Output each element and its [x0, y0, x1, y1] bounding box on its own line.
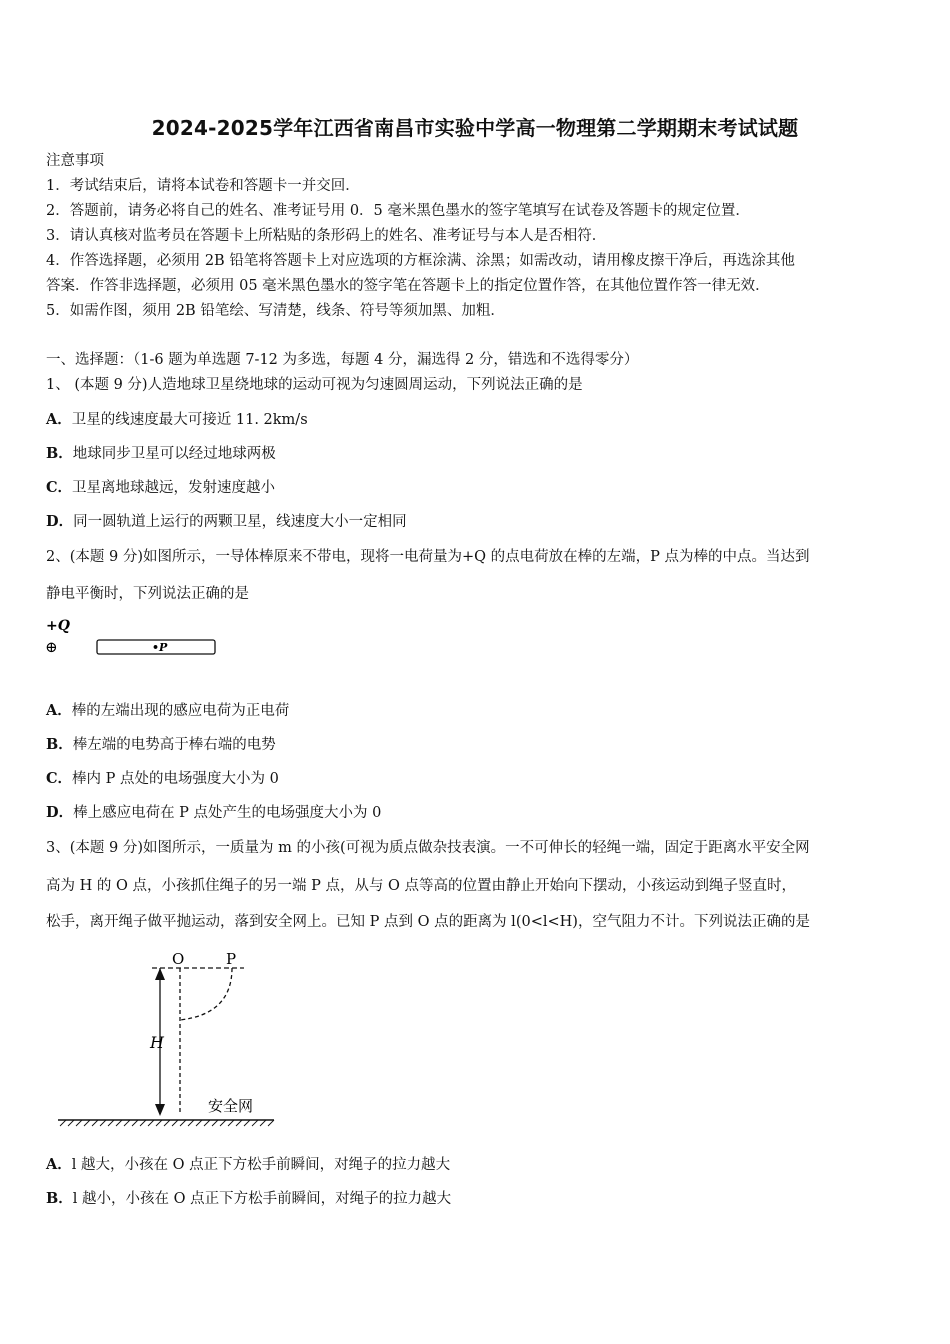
arrow-down-icon [155, 1104, 165, 1116]
q1-option-b [46, 444, 916, 464]
positive-charge-icon: ⊕ [45, 638, 58, 656]
q1-option-c [46, 478, 916, 498]
option-text: 卫星的线速度最大可接近 11. 2km/s [71, 412, 308, 428]
option-text: 地球同步卫星可以经过地球两极 [72, 446, 276, 462]
option-text: 卫星离地球越远，发射速度越小 [72, 480, 276, 496]
option-letter: B． [46, 1190, 73, 1207]
option-text: 棒的左端出现的感应电荷为正电荷 [71, 703, 290, 719]
notice-item-4-cont: 答案．作答非选择题，必须用 05 毫米黑色墨水的签字笔在答题卡上的指定位置作答，在其他位置作答一律无效． [46, 278, 770, 294]
q2-option-a [46, 701, 916, 721]
option-text: 同一圆轨道上运行的两颗卫星，线速度大小一定相同 [73, 514, 407, 530]
option-text: 棒上感应电荷在 P 点处产生的电场强度大小为 0 [73, 805, 382, 821]
arrow-up-icon [155, 968, 165, 980]
page-title: 2024-2025学年江西省南昌市实验中学高一物理第二学期期末考试试题 [151, 116, 799, 140]
q2-option-d [46, 803, 916, 823]
option-letter: D． [46, 804, 74, 821]
option-letter: A． [46, 1156, 72, 1173]
q3-stem-line1: 3、(本题 9 分)如图所示，一质量为 m 的小孩(可视为质点做杂技表演。一不可伸长的轻绳一端，固定于距离水平安全网 [46, 840, 810, 856]
safety-net-label: 安全网 [208, 1097, 254, 1115]
option-text: 棒左端的电势高于棒右端的电势 [72, 737, 276, 753]
q2-stem-line1: 2、(本题 9 分)如图所示，一导体棒原来不带电，现将一电荷量为+Q 的点电荷放在棒的左端，P 点为棒的中点。当达到 [46, 549, 810, 565]
ground-hatch [60, 1120, 274, 1126]
notice-item-5: 5．如需作图，须用 2B 铅笔绘、写清楚，线条、符号等须加黑、加粗． [46, 303, 505, 319]
option-letter: C． [46, 770, 73, 787]
notice-heading: 注意事项 [46, 153, 104, 169]
notice-item-1: 1．考试结束后，请将本试卷和答题卡一并交回． [46, 178, 360, 194]
notice-item-3: 3．请认真核对监考员在答题卡上所粘贴的条形码上的姓名、准考证号与本人是否相符． [46, 228, 607, 244]
q3-stem-line2: 高为 H 的 O 点，小孩抓住绳子的另一端 P 点，从与 O 点等高的位置由静止开始向下摆动，小孩运动到绳子竖直时， [46, 878, 797, 894]
q2-figure [44, 612, 244, 662]
option-letter: A． [46, 702, 72, 719]
notice-item-2: 2．答题前，请务必将自己的姓名、准考证号用 0．5 毫米黑色墨水的签字笔填写在试卷及答题卡的规定位置． [46, 203, 750, 219]
point-p-label: P [226, 950, 237, 968]
point-o-label: O [172, 950, 185, 968]
swing-arc [180, 968, 232, 1020]
height-label: H [150, 1033, 164, 1052]
option-text: l 越大，小孩在 O 点正下方松手前瞬间，对绳子的拉力越大 [71, 1157, 451, 1173]
point-p-label: •P [152, 641, 168, 654]
option-text: l 越小，小孩在 O 点正下方松手前瞬间，对绳子的拉力越大 [72, 1191, 452, 1207]
section-heading: 一、选择题：（1-6 题为单选题 7-12 为多选，每题 4 分，漏选得 2 分，错选和不选得零分） [46, 352, 639, 368]
q3-option-b [46, 1189, 916, 1209]
q2-option-c [46, 769, 916, 789]
option-letter: A． [46, 411, 72, 428]
option-letter: D． [46, 513, 74, 530]
option-letter: B． [46, 736, 73, 753]
option-letter: B． [46, 445, 73, 462]
charge-label: +Q [46, 618, 70, 634]
q3-stem-line3: 松手，离开绳子做平抛运动，落到安全网上。已知 P 点到 O 点的距离为 l(0<l<H)，空气阻力不计。下列说法正确的是 [46, 914, 810, 930]
q1-option-a [46, 410, 916, 430]
q1-option-d [46, 512, 916, 532]
q3-option-a [46, 1155, 916, 1175]
option-text: 棒内 P 点处的电场强度大小为 0 [72, 771, 279, 787]
option-letter: C． [46, 479, 73, 496]
q2-stem-line2: 静电平衡时，下列说法正确的是 [46, 586, 249, 602]
q2-option-b [46, 735, 916, 755]
q1-stem: 1、 (本题 9 分)人造地球卫星绕地球的运动可视为匀速圆周运动，下列说法正确的是 [46, 377, 583, 393]
notice-item-4: 4．作答选择题，必须用 2B 铅笔将答题卡上对应选项的方框涂满、涂黑；如需改动，请用橡皮擦干净后，再选涂其他 [46, 253, 795, 269]
q3-figure [52, 944, 292, 1134]
